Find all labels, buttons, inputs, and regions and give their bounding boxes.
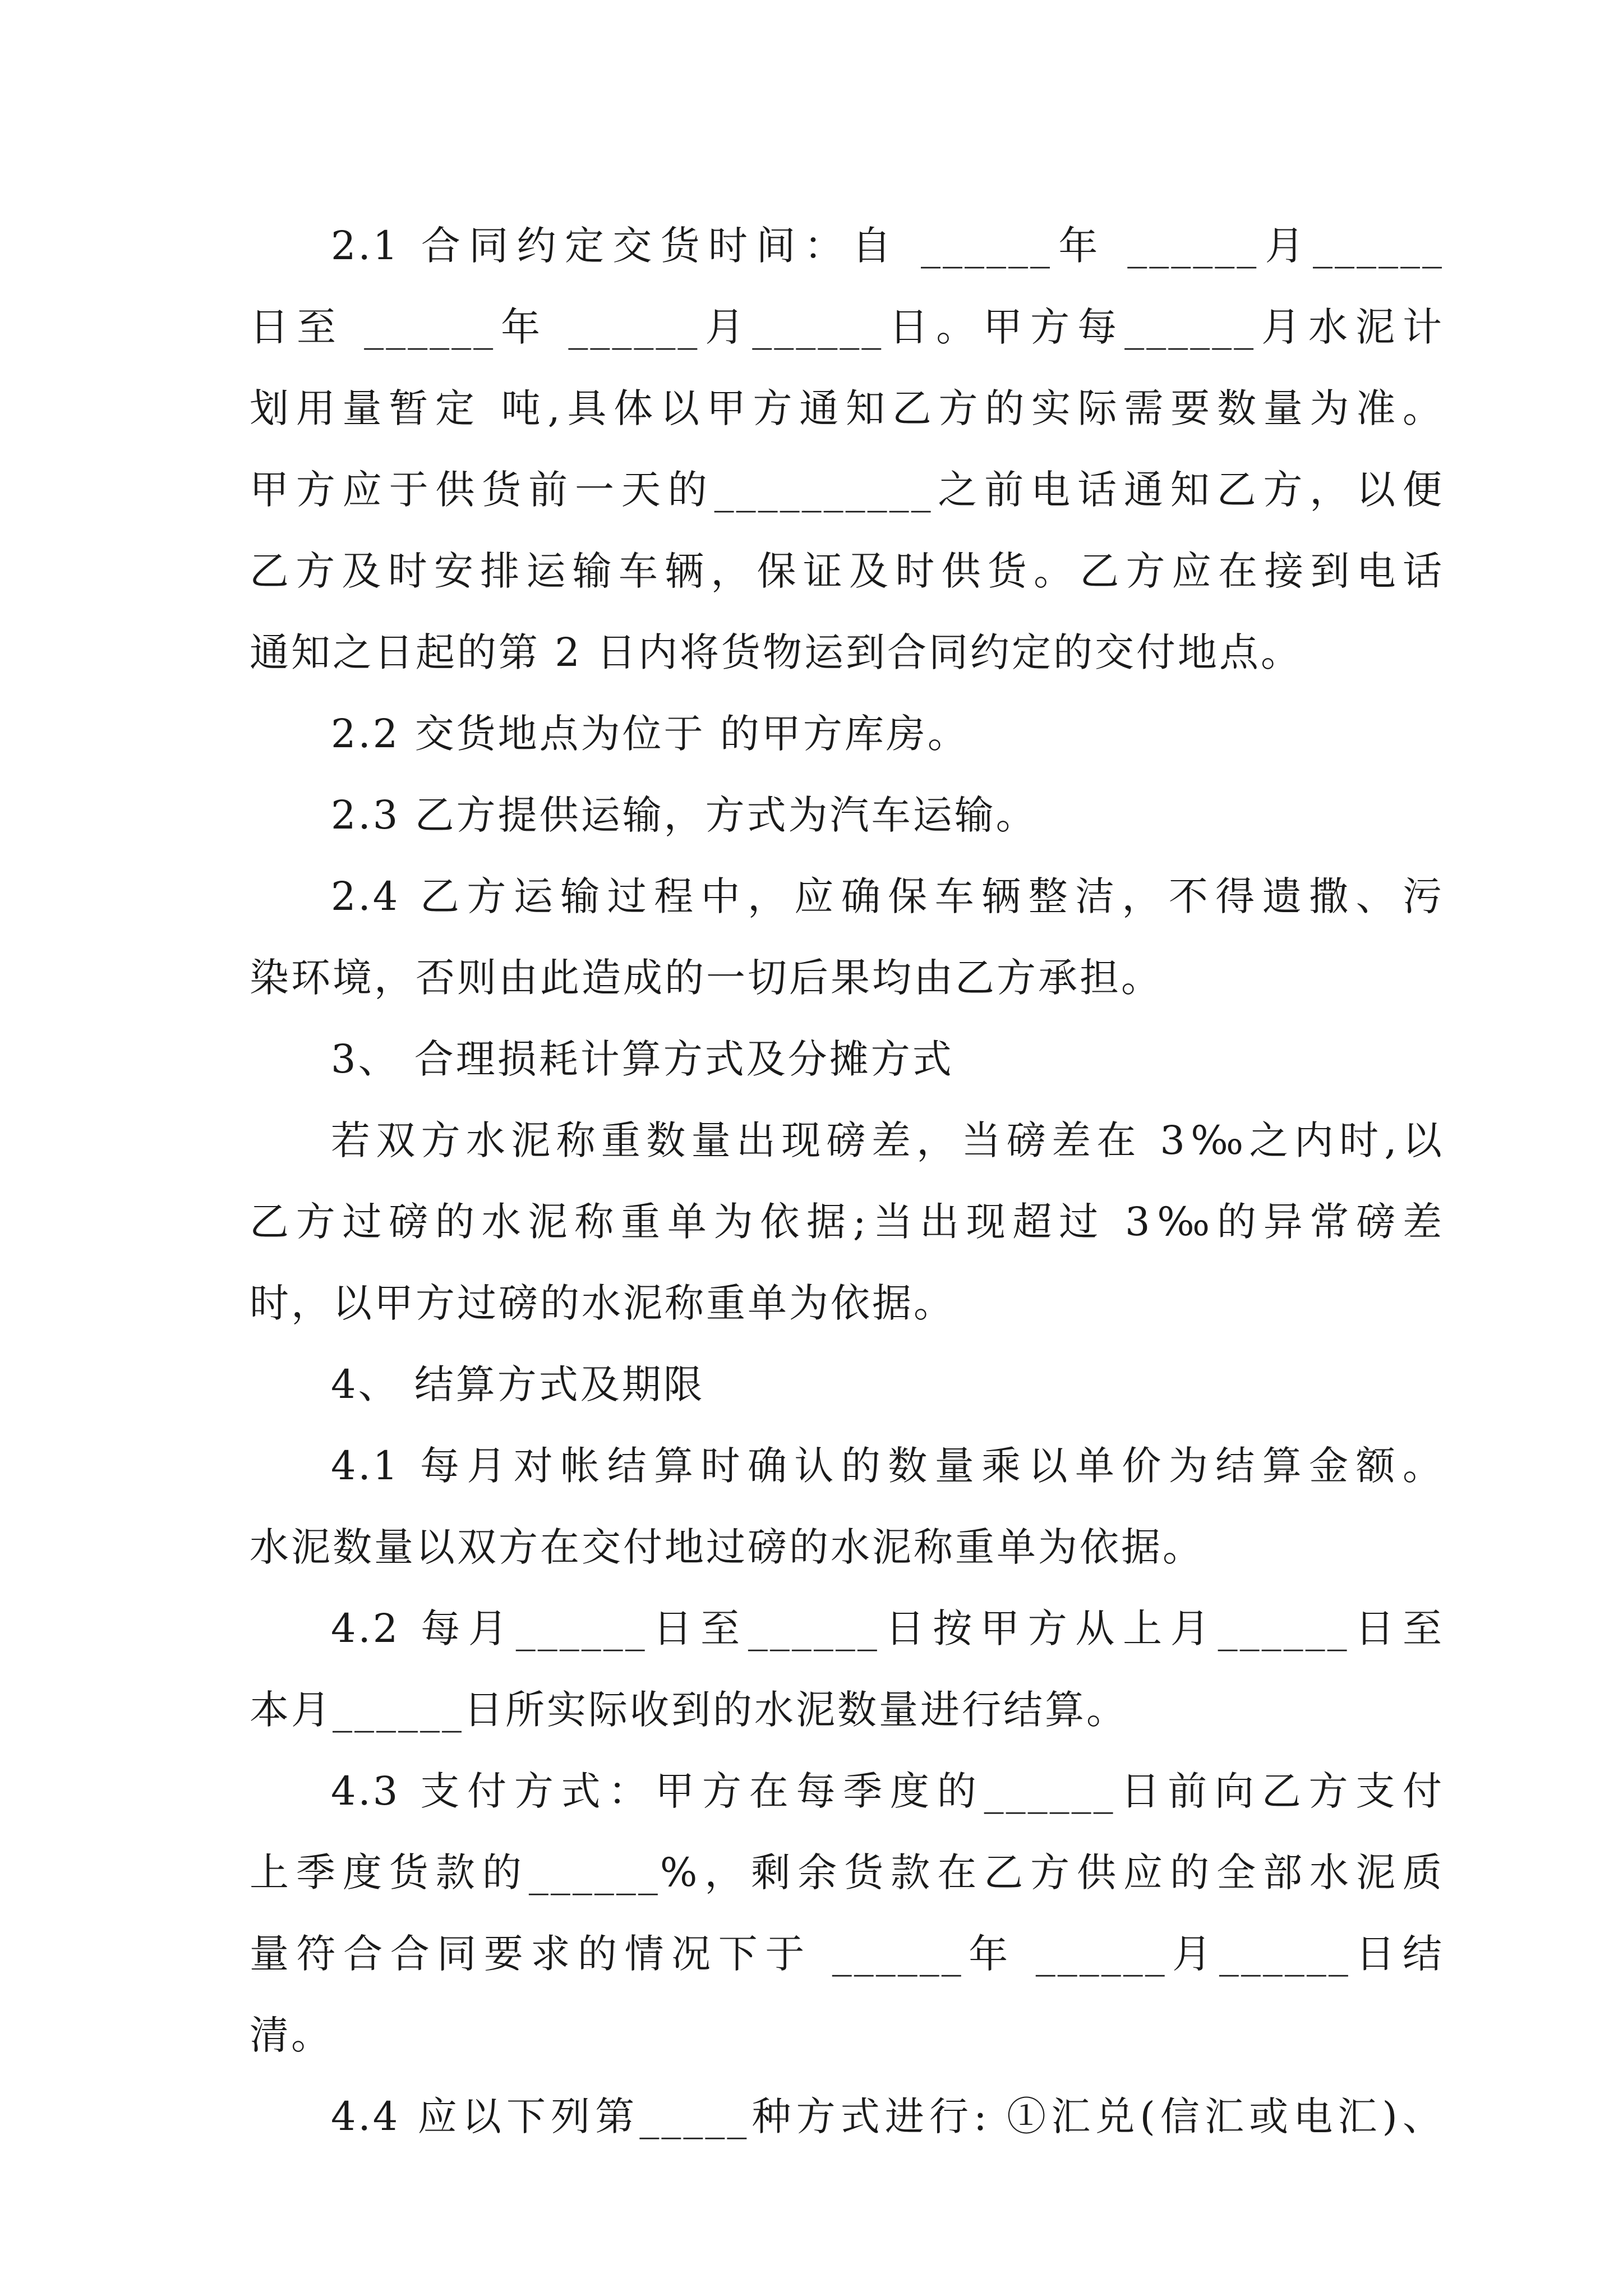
text-line: 日至 ______年 ______月______日。甲方每______月水泥计: [250, 304, 1444, 350]
text-line: 4、 结算方式及期限: [331, 1361, 705, 1407]
text-line: 2.1 合同约定交货时间：自 ______年 ______月______: [331, 223, 1444, 269]
text-line: 染环境，否则由此造成的一切后果均由乙方承担。: [250, 955, 1163, 1001]
text-line: 4.2 每月______日至______日按甲方从上月______日至: [331, 1605, 1444, 1651]
text-line: 乙方过磅的水泥称重单为依据;当出现超过 3‰的异常磅差: [250, 1199, 1444, 1245]
text-line: 甲方应于供货前一天的__________之前电话通知乙方，以便: [250, 467, 1444, 513]
text-line: 本月______日所实际收到的水泥数量进行结算。: [250, 1687, 1128, 1733]
text-line: 划用量暂定 吨,具体以甲方通知乙方的实际需要数量为准。: [250, 385, 1444, 431]
text-line: 乙方及时安排运输车辆，保证及时供货。乙方应在接到电话: [250, 548, 1444, 594]
text-line: 量符合合同要求的情况下于 ______年 ______月______日结: [250, 1931, 1444, 1977]
text-line: 水泥数量以双方在交付地过磅的水泥称重单为依据。: [250, 1524, 1204, 1570]
text-line: 4.1 每月对帐结算时确认的数量乘以单价为结算金额。: [331, 1443, 1444, 1489]
text-line: 3、 合理损耗计算方式及分摊方式: [331, 1036, 954, 1082]
text-line: 4.3 支付方式：甲方在每季度的______日前向乙方支付: [331, 1768, 1444, 1814]
text-line: 2.3 乙方提供运输，方式为汽车运输。: [331, 792, 1038, 838]
text-line: 2.4 乙方运输过程中，应确保车辆整洁，不得遗撒、污: [331, 873, 1444, 919]
document-body: [250, 218, 1444, 2170]
text-line: 若双方水泥称重数量出现磅差，当磅差在 3‰之内时,以: [331, 1117, 1444, 1163]
text-line: 4.4 应以下列第_____种方式进行: ①汇兑(信汇或电汇)、: [331, 2093, 1444, 2139]
text-line: 上季度货款的______%，剩余货款在乙方供应的全部水泥质: [250, 1849, 1444, 1895]
text-line: 时，以甲方过磅的水泥称重单为依据。: [250, 1280, 955, 1326]
text-line: 通知之日起的第 2 日内将货物运到合同约定的交付地点。: [250, 629, 1303, 675]
text-line: 2.2 交货地点为位于 的甲方库房。: [331, 711, 969, 757]
text-line: 清。: [250, 2012, 333, 2058]
